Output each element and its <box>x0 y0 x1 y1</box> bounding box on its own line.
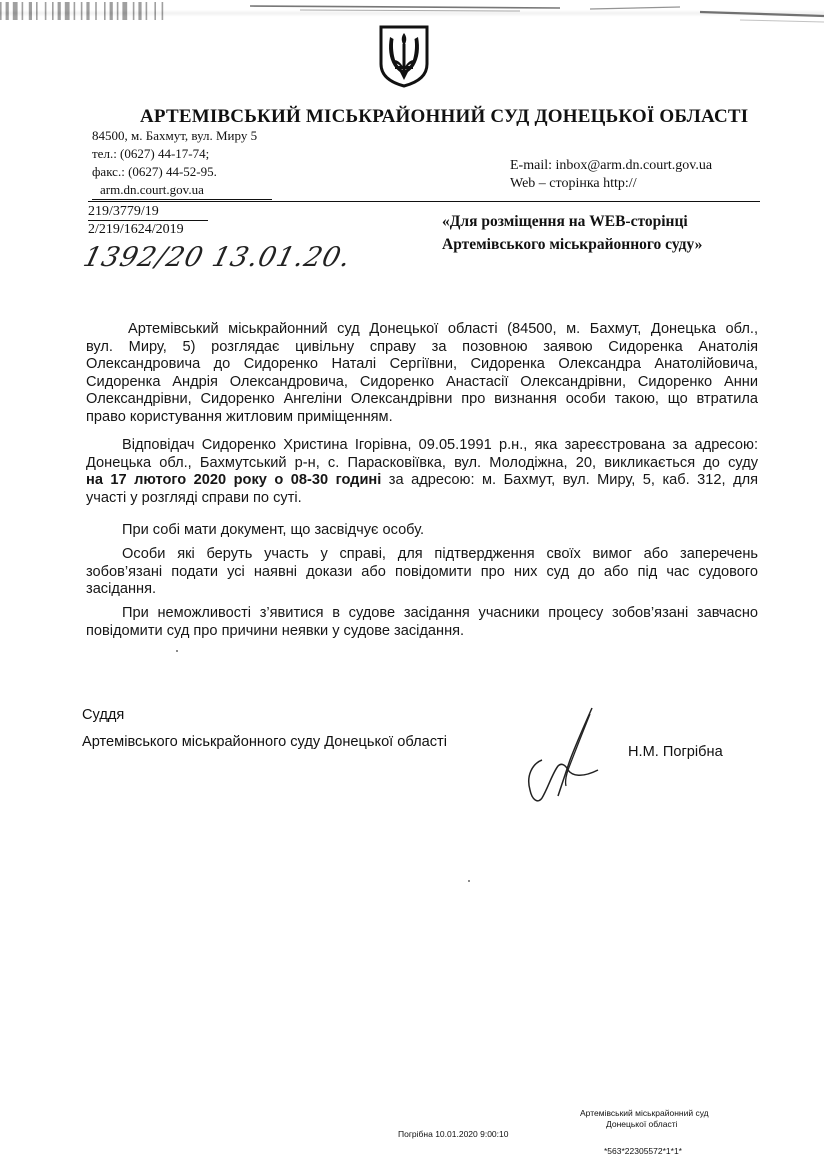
text-line: Донецька обл., Бахмутський р-н, с. Парасковіївка, вул. Молодіжна, 20, викликається до суду <box>86 454 758 471</box>
hearing-address: за адресою: м. Бахмут, вул. Миру, 5, каб. 312, для <box>388 472 758 488</box>
case-number-underline <box>88 220 208 221</box>
text-line: При собі мати документ, що засвідчує особу. <box>122 522 425 538</box>
judge-signature <box>512 704 612 808</box>
footer-court-line-2: Донецької області <box>606 1119 678 1129</box>
header-divider <box>88 201 760 202</box>
text-line: засідання. <box>86 581 157 597</box>
handwritten-registration: 1392/20 13.01.20. <box>80 242 355 273</box>
text-line: участі у розгляді справи по суті. <box>86 489 302 506</box>
web-note-line-2: Артемівського міськрайонного суду» <box>442 236 703 253</box>
text-line: Олександрівни, Сидоренко Ангеліни Олександрівни про визнання особи такою, що втратила <box>86 391 758 407</box>
text-line: Особи які беруть участь у справі, для підтвердження своїх вимог або заперечень <box>122 546 758 562</box>
text-line: право користування житловим приміщенням. <box>86 408 393 425</box>
footer-court-line-1: Артемівський міськрайонний суд <box>580 1108 709 1118</box>
hearing-date: на 17 лютого 2020 року о 08-30 годині <box>86 472 382 488</box>
summons-paragraph-evidence <box>86 546 758 599</box>
court-site: arm.dn.court.gov.ua <box>100 182 204 197</box>
text-line: Олександровича до Сидоренко Наталі Сергіївни, Сидоренка Олександра Анатолійовича, <box>86 356 758 372</box>
summons-paragraph-absence <box>86 605 758 640</box>
judge-court: Артемівського міськрайонного суду Донецької області <box>82 734 447 750</box>
judge-name: Н.М. Погрібна <box>628 744 723 760</box>
header-divider-left <box>92 199 272 200</box>
judge-role: Суддя <box>82 707 125 723</box>
text-line: Відповідач Сидоренко Христина Ігорівна, 09.05.1991 р.н., яка зареєстрована за адресою: <box>122 437 758 453</box>
scan-speck <box>468 880 470 882</box>
court-web: Web – сторінка http:// <box>510 176 637 191</box>
barcode-text: *563*22305572*1*1* <box>604 1146 682 1156</box>
summons-paragraph-id <box>122 522 424 540</box>
scan-speck <box>176 650 178 652</box>
footer-timestamp: Погрібна 10.01.2020 9:00:10 <box>398 1129 509 1139</box>
court-fax: факс.: (0627) 44-52-95. <box>92 164 217 179</box>
web-note-line-1: «Для розміщення на WEB-сторінці <box>442 213 688 230</box>
text-line: При неможливості з’явитися в судове засідання учасники процесу зобов’язані завчасно <box>122 605 758 621</box>
summons-paragraph-claim <box>86 321 758 426</box>
text-line <box>86 472 758 490</box>
text-line: Сидоренка Андрія Олександровича, Сидоренко Анастасії Олександрівни, Сидоренко Анни <box>86 373 758 390</box>
court-title: АРТЕМІВСЬКИЙ МІСЬКРАЙОННИЙ СУД ДОНЕЦЬКОЇ ОБЛАСТІ <box>140 106 749 127</box>
proceeding-number: 2/219/1624/2019 <box>88 222 184 237</box>
web-placement-note <box>442 210 702 256</box>
text-line: вул. Миру, 5) розглядає цивільну справу за позовною заявою Сидоренка Анатолія <box>86 338 758 355</box>
text-line: зобов’язані подати усі наявні докази або повідомити про них суд до або під час судового <box>86 563 758 580</box>
court-address: 84500, м. Бахмут, вул. Миру 5 <box>92 128 258 143</box>
court-phone: тел.: (0627) 44-17-74; <box>92 146 210 161</box>
summons-paragraph-defendant <box>86 437 758 507</box>
case-number: 219/3779/19 <box>88 204 159 219</box>
court-email: E-mail: inbox@arm.dn.court.gov.ua <box>510 158 713 173</box>
coat-of-arms-icon <box>378 24 430 88</box>
text-line: Артемівський міськрайонний суд Донецької області (84500, м. Бахмут, Донецька обл., <box>128 321 758 337</box>
text-line: повідомити суд про причини неявки у судове засідання. <box>86 622 465 639</box>
